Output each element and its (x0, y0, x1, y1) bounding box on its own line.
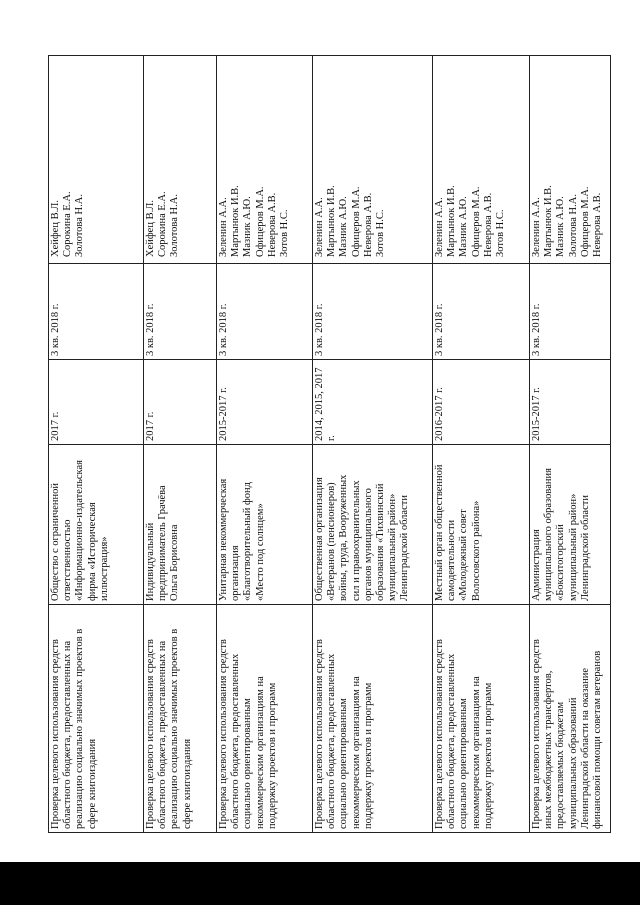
subject-line: социально ориентированным (458, 698, 470, 829)
table-row (433, 56, 530, 833)
table-row (144, 56, 217, 833)
organization-line: «Бокситогорский (555, 524, 567, 601)
organization-line: сил и правоохранительных (350, 480, 362, 601)
organization-line: организация (230, 545, 242, 601)
subject-line: Ленинградской области на оказание (579, 667, 591, 829)
subject-line: поддержку проектов и программ (362, 682, 374, 829)
organization-line: Индивидуальный (145, 522, 156, 601)
responsible-cell (530, 56, 611, 264)
responsible-line: Мартынюк И.В. (446, 185, 458, 257)
rotated-table-wrapper (48, 56, 604, 833)
subject-line: Проверка целевого использования средств (314, 639, 325, 829)
date-cell: 3 кв. 2018 г. (144, 264, 217, 360)
responsible-line: Мартынюк И.В. (543, 185, 555, 257)
responsible-line: Сорокина Е.А. (157, 191, 169, 257)
responsible-line: Офицеров М.А. (579, 186, 591, 257)
organization-line: предприниматель Грачёва (157, 485, 169, 601)
responsible-line: Золотова Н.А. (169, 194, 181, 257)
responsible-line: Неверова А.В. (266, 192, 278, 257)
subject-cell (433, 605, 530, 833)
subject-line: иных межбюджетных трансфертов, (543, 670, 555, 829)
responsible-line: Неверова А.В. (592, 192, 604, 257)
responsible-line: Зеленин А.А. (314, 197, 325, 257)
table-row (313, 56, 433, 833)
responsible-line: Офицеров М.А. (350, 186, 362, 257)
organization-line: органов муниципального (362, 488, 374, 601)
organization-line: ответственностью (62, 519, 74, 601)
organization-line: муниципальный район» (567, 493, 579, 601)
responsible-line: Хейфец В.Л. (50, 200, 61, 257)
responsible-line: Хейфец В.Л. (145, 200, 156, 257)
responsible-line: Офицеров М.А. (470, 186, 482, 257)
organization-line: муниципальный район» (387, 493, 399, 601)
subject-line: областного бюджета, предоставленных (446, 653, 458, 829)
organization-line: «Ветеранов (пенсионеров) (326, 482, 338, 601)
subject-line: сфере книгоиздания (86, 738, 98, 829)
responsible-cell (313, 56, 433, 264)
organization-line: Ленинградской области (579, 495, 591, 601)
organization-line: Ленинградской области (399, 495, 411, 601)
subject-line: финансовой помощи советам ветеранов (592, 650, 604, 829)
subject-line: некоммерческим организациям на (254, 676, 266, 829)
responsible-line: Неверова А.В. (482, 192, 494, 257)
responsible-cell (217, 56, 313, 264)
organization-line: «Молодежный совет (458, 509, 470, 601)
responsible-line: Золотова Н.А. (567, 194, 579, 257)
organization-line: «Благотворительный фонд (242, 481, 254, 601)
responsible-line: Мартынюк И.В. (326, 185, 338, 257)
subject-line: областного бюджета, предоставленных (326, 653, 338, 829)
organization-cell (217, 445, 313, 605)
subject-line: областного бюджета, предоставленных на (62, 640, 74, 829)
responsible-line: Неверова А.В. (362, 192, 374, 257)
responsible-line: Сорокина Е.А. (62, 191, 74, 257)
subject-line: реализацию социально значимых проектов в (74, 628, 86, 829)
subject-cell (144, 605, 217, 833)
subject-line: некоммерческим организациям на (350, 676, 362, 829)
subject-line: сфере книгоиздания (181, 738, 193, 829)
subject-line: областного бюджета, предоставленных (230, 653, 242, 829)
period-cell: 2017 г. (144, 360, 217, 445)
responsible-cell (433, 56, 530, 264)
subject-cell (313, 605, 433, 833)
organization-line: фирма «Историческая (86, 502, 98, 601)
subject-line: областного бюджета, предоставленных на (157, 640, 169, 829)
organization-cell (144, 445, 217, 605)
organization-line: Общественная организация (314, 477, 325, 601)
subject-line: социально ориентированным (242, 698, 254, 829)
subject-line: поддержку проектов и программ (482, 682, 494, 829)
subject-line: Проверка целевого использования средств (531, 639, 542, 829)
responsible-line: Мазник А.Ю. (242, 196, 254, 257)
subject-line: муниципальных образований (567, 697, 579, 829)
subject-line: поддержку проектов и программ (266, 682, 278, 829)
responsible-line: Зеленин А.А. (434, 197, 445, 257)
responsible-line: Зотов Н.С. (279, 209, 291, 257)
organization-cell (433, 445, 530, 605)
table-row (217, 56, 313, 833)
date-cell: 3 кв. 2018 г. (217, 264, 313, 360)
period-cell: 2015-2017 г. (530, 360, 611, 445)
subject-line: социально ориентированным (338, 698, 350, 829)
organization-line: муниципального образования (543, 468, 555, 601)
organization-line: войны, труда, Вооруженных (338, 474, 350, 601)
responsible-line: Офицеров М.А. (254, 186, 266, 257)
responsible-line: Зотов Н.С. (375, 209, 387, 257)
subject-line: Проверка целевого использования средств (50, 639, 61, 829)
organization-line: образования «Тихвинский (375, 483, 387, 601)
audit-plan-table (48, 55, 611, 833)
responsible-cell (49, 56, 144, 264)
period-cell: 2015-2017 г. (217, 360, 313, 445)
organization-line: Волосовского района» (470, 500, 482, 601)
subject-cell (530, 605, 611, 833)
subject-line: Проверка целевого использования средств (434, 639, 445, 829)
subject-line: некоммерческим организациям на (470, 676, 482, 829)
subject-line: Проверка целевого использования средств (145, 639, 156, 829)
organization-line: Администрация (531, 529, 542, 601)
subject-line: реализацию социально значимых проектов в (169, 628, 181, 829)
date-cell: 3 кв. 2018 г. (49, 264, 144, 360)
date-cell: 3 кв. 2018 г. (433, 264, 530, 360)
period-cell: 2014, 2015, 2017 г. (313, 360, 433, 445)
date-cell: 3 кв. 2018 г. (313, 264, 433, 360)
organization-cell (313, 445, 433, 605)
responsible-line: Зеленин А.А. (531, 197, 542, 257)
organization-cell (530, 445, 611, 605)
subject-line: предоставляемых бюджетам (555, 701, 567, 829)
subject-cell (49, 605, 144, 833)
responsible-line: Мазник А.Ю. (555, 196, 567, 257)
responsible-line: Зотов Н.С. (495, 209, 507, 257)
organization-line: Местный орган общественной (434, 464, 445, 601)
responsible-cell (144, 56, 217, 264)
scan-border (0, 862, 640, 905)
period-cell: 2016-2017 г. (433, 360, 530, 445)
organization-line: Общество с ограниченной (50, 483, 61, 601)
organization-line: иллюстрация» (98, 536, 110, 601)
organization-cell (49, 445, 144, 605)
responsible-line: Мазник А.Ю. (458, 196, 470, 257)
organization-line: Унитарная некоммерческая (218, 478, 229, 601)
date-cell: 3 кв. 2018 г. (530, 264, 611, 360)
responsible-line: Мазник А.Ю. (338, 196, 350, 257)
period-cell: 2017 г. (49, 360, 144, 445)
responsible-line: Зеленин А.А. (218, 197, 229, 257)
responsible-line: Мартынюк И.В. (230, 185, 242, 257)
responsible-line: Золотова Н.А. (74, 194, 86, 257)
organization-line: Ольга Борисовна (169, 524, 181, 601)
organization-line: «Место под солнцем» (254, 503, 266, 601)
table-row (530, 56, 611, 833)
organization-line: самодеятельности (446, 519, 458, 601)
table-row (49, 56, 144, 833)
organization-line: «Информационно-издательская (74, 460, 86, 601)
subject-line: Проверка целевого использования средств (218, 639, 229, 829)
subject-cell (217, 605, 313, 833)
